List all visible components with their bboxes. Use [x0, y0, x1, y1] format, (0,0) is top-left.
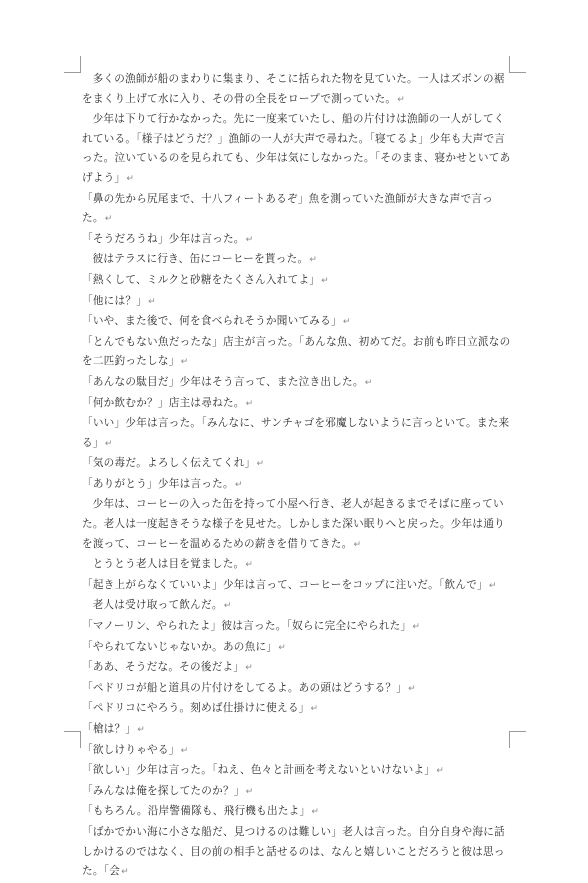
paragraph — [82, 230, 512, 251]
paragraph — [82, 596, 512, 617]
paragraph-text: 「ばかでかい海に小さな船だ、見つけるのは難しい」老人は言った。自分自身や海に話しかけるのではなく、目の前の相手と話せるのは、なんと嬉しいことだろうと彼は思った。「会 — [82, 825, 505, 878]
paragraph — [82, 802, 512, 823]
paragraph-mark-icon: ↵ — [245, 234, 254, 245]
paragraph-text: 「マノーリン、やられたよ」彼は言った。「奴らに完全にやられた」 — [82, 620, 412, 633]
paragraph-text: 彼はテラスに行き、缶にコーヒーを貰った。 — [92, 253, 309, 266]
paragraph-text: 「いや、また後で、何を食べられそうか聞いてみる」 — [82, 315, 342, 328]
paragraph — [82, 741, 512, 762]
paragraph — [82, 271, 512, 292]
paragraph-mark-icon: ↵ — [310, 704, 319, 715]
paragraph — [82, 250, 512, 271]
paragraph-mark-icon: ↵ — [180, 357, 189, 368]
paragraph — [82, 495, 512, 555]
paragraph-mark-icon: ↵ — [148, 296, 156, 307]
paragraph — [82, 720, 512, 741]
paragraph-mark-icon: ↵ — [234, 479, 243, 490]
paragraph-mark-icon: ↵ — [137, 725, 146, 735]
paragraph — [82, 782, 512, 803]
paragraph-mark-icon: ↵ — [104, 438, 113, 449]
paragraph-text: 「ペドリコにやろう。刻めば仕掛けに使える」 — [82, 702, 310, 715]
paragraph-text: 「やられてないじゃないか。あの魚に」 — [82, 640, 278, 653]
paragraph — [82, 475, 512, 496]
paragraph — [82, 555, 512, 576]
paragraph-mark-icon: ↵ — [245, 786, 254, 797]
paragraph — [82, 312, 512, 333]
paragraph-text: 「ありがとう」少年は言った。 — [82, 477, 234, 490]
paragraph — [82, 761, 512, 782]
crop-mark-top-left — [64, 56, 81, 73]
paragraph-text: 多くの漁師が船のまわりに集まり、そこに括られた物を見ていた。一人はズボンの裾をまくり上げて水に入り、その骨の全長をロープで測っていた。 — [82, 73, 505, 105]
paragraph-text: 「いい」少年は言った。「みんなに、サンチャゴを邪魔しないように言っといて。また来る」 — [82, 417, 510, 449]
paragraph — [82, 638, 512, 659]
paragraph-text: 「鼻の先から尻尾まで、十八フィートあるぞ」魚を測っていた漁師が大きな声で言った。 — [82, 192, 493, 225]
paragraph — [82, 394, 512, 415]
document-body[interactable] — [82, 70, 512, 883]
paragraph-text: 「何か飲むか？」店主は尋ねた。 — [82, 396, 245, 409]
paragraph-text: 「気の毒だ。よろしく伝えてくれ」 — [82, 457, 256, 470]
paragraph — [82, 679, 512, 700]
paragraph-mark-icon: ↵ — [121, 867, 129, 878]
paragraph-mark-icon: ↵ — [278, 642, 286, 653]
paragraph-mark-icon: ↵ — [126, 173, 135, 184]
paragraph — [82, 292, 512, 313]
paragraph — [82, 190, 512, 230]
paragraph-mark-icon: ↵ — [408, 683, 416, 694]
paragraph-text: 少年は、コーヒーの入った缶を持って小屋へ行き、老人が起きるまでそばに座っていた。老人は一度起きそうな様子を見せた。しかしまた深い眠りへと戻った。少年は通りを渡って、コーヒーを温めるための薪きを借りてきた。 — [82, 498, 505, 550]
paragraph — [82, 414, 512, 454]
paragraph-mark-icon: ↵ — [311, 807, 320, 818]
paragraph — [82, 110, 512, 189]
paragraph-mark-icon: ↵ — [364, 377, 373, 388]
paragraph — [82, 823, 512, 883]
paragraph-mark-icon: ↵ — [180, 745, 189, 756]
paragraph — [82, 658, 512, 679]
paragraph — [82, 699, 512, 720]
paragraph-mark-icon: ↵ — [488, 580, 497, 591]
paragraph-text: 「欲しけりゃやる」 — [82, 743, 180, 756]
paragraph-text: 「みんなは俺を探してたのか？」 — [82, 784, 245, 797]
paragraph-mark-icon: ↵ — [436, 766, 444, 777]
paragraph-text: 「熱くして、ミルクと砂糖をたくさん入れてよ」 — [82, 273, 321, 286]
paragraph-text: 「そうだろうね」少年は言った。 — [82, 232, 245, 245]
paragraph-text: 「槍は？」 — [82, 723, 137, 735]
paragraph-mark-icon: ↵ — [342, 317, 351, 328]
paragraph-text: 「ああ、そうだな。その後だよ」 — [82, 661, 245, 674]
paragraph — [82, 70, 512, 110]
paragraph-text: 「欲しい」少年は言った。「ねえ、色々と計画を考えないといけないよ」 — [82, 764, 436, 777]
paragraph-mark-icon: ↵ — [256, 459, 265, 470]
paragraph — [82, 333, 512, 373]
paragraph — [82, 576, 512, 597]
paragraph-text: 「あんなの駄目だ」少年はそう言って、また泣き出した。 — [82, 375, 364, 388]
paragraph-mark-icon: ↵ — [309, 255, 318, 266]
crop-mark-bottom-left — [64, 731, 81, 748]
paragraph-text: 「ペドリコが船と道具の片付けをしてるよ。あの頭はどうする？」 — [82, 681, 408, 694]
paragraph-mark-icon: ↵ — [321, 275, 329, 286]
paragraph-text: とうとう老人は目を覚ました。 — [92, 558, 245, 571]
paragraph — [82, 373, 512, 394]
paragraph-mark-icon: ↵ — [104, 214, 113, 225]
paragraph-text: 老人は受け取って飲んだ。 — [92, 599, 223, 612]
paragraph — [82, 454, 512, 475]
paragraph-text: 「とんでもない魚だったな」店主が言った。「あんな魚、初めてだ。お前も昨日立派なのを二匹釣ったしな」 — [82, 335, 511, 368]
paragraph-mark-icon: ↵ — [245, 560, 254, 571]
paragraph-mark-icon: ↵ — [353, 539, 362, 550]
paragraph-mark-icon: ↵ — [397, 94, 406, 105]
paragraph-mark-icon: ↵ — [412, 622, 421, 633]
paragraph-mark-icon: ↵ — [245, 663, 254, 674]
paragraph-text: 「もちろん。沿岸警備隊も、飛行機も出たよ」 — [82, 805, 311, 818]
paragraph-mark-icon: ↵ — [245, 398, 254, 409]
paragraph-text: 少年は下りて行かなかった。先に一度来ていたし、船の片付けは漁師の一人がしてくれている。「様子はどうだ？」漁師の一人が大声で尋ねた。「寝てるよ」少年も大声で言った。泣いているのを見られても、少年は気にしなかった。「そのまま、寝かせといてあげよう」 — [82, 113, 511, 184]
paragraph-text: 「起き上がらなくていいよ」少年は言って、コーヒーをコップに注いだ。「飲んで」 — [82, 578, 488, 591]
paragraph-text: 「他には？」 — [82, 294, 148, 307]
paragraph-mark-icon: ↵ — [223, 601, 232, 612]
paragraph — [82, 617, 512, 638]
